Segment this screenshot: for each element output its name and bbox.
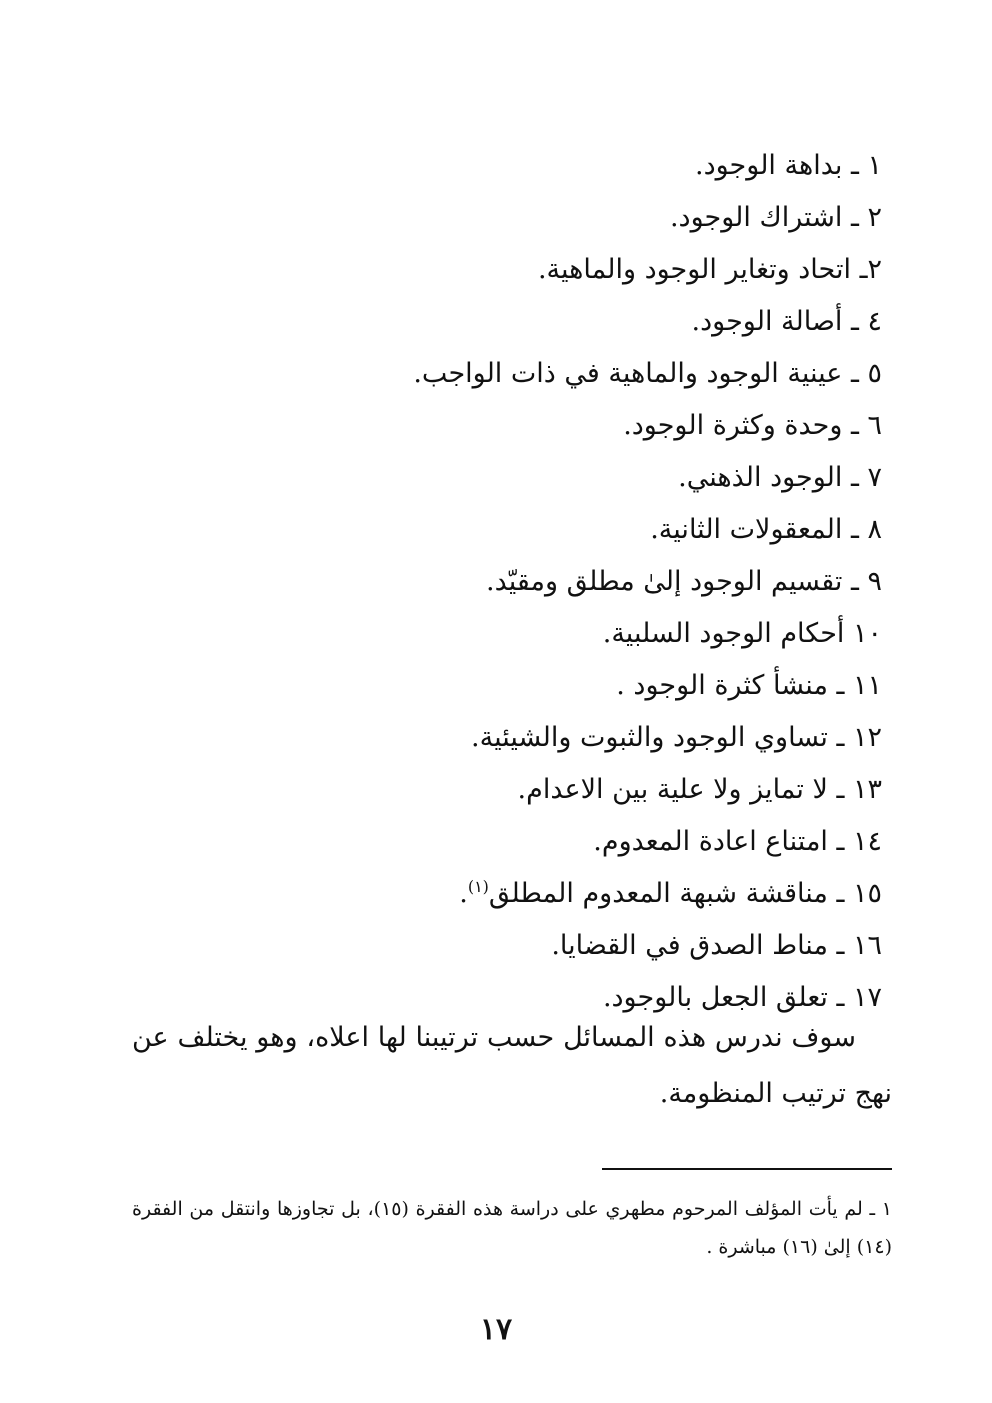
body-paragraph-text: سوف ندرس هذه المسائل حسب ترتيبنا لها اعلاه، وهو يختلف عن نهج ترتيب المنظومة. [132, 1022, 892, 1109]
footnote-divider [602, 1168, 892, 1170]
list-item-13: ١٣ ـ لا تمايز ولا علية بين الاعدام. [517, 774, 882, 805]
list-item-6: ٦ ـ وحدة وكثرة الوجود. [623, 410, 882, 441]
list-item-10: ١٠ أحكام الوجود السلبية. [602, 618, 882, 649]
list-item-16: ١٦ ـ مناط الصدق في القضايا. [551, 930, 882, 961]
list-item-15-end: . [459, 878, 468, 909]
list-item-1: ١ ـ بداهة الوجود. [695, 150, 882, 181]
topics-list [122, 140, 882, 1024]
page-number: ١٧ [479, 1312, 513, 1347]
footnote-reference: (١) [467, 877, 489, 896]
list-item-2: ٢ ـ اشتراك الوجود. [669, 202, 882, 233]
list-item-7: ٧ ـ الوجود الذهني. [678, 462, 882, 493]
list-item-9: ٩ ـ تقسيم الوجود إلىٰ مطلق ومقيّد. [486, 566, 882, 597]
list-item-3: ٢ـ اتحاد وتغاير الوجود والماهية. [537, 254, 882, 285]
list-item-14: ١٤ ـ امتناع اعادة المعدوم. [593, 826, 882, 857]
list-item-8: ٨ ـ المعقولات الثانية. [650, 514, 882, 545]
list-item-12: ١٢ ـ تساوي الوجود والثبوت والشيئية. [471, 722, 882, 753]
body-paragraph [132, 1010, 892, 1122]
list-item-5: ٥ ـ عينية الوجود والماهية في ذات الواجب. [413, 358, 882, 389]
list-item-11: ١١ ـ منشأ كثرة الوجود . [616, 670, 882, 701]
list-item-4: ٤ ـ أصالة الوجود. [691, 306, 882, 337]
list-item-17: ١٧ ـ تعلق الجعل بالوجود. [602, 982, 882, 1013]
list-item-15 [122, 868, 882, 920]
footnote-text: ١ ـ لم يأت المؤلف المرحوم مطهري على دراسة هذه الفقرة (١٥)، بل تجاوزها وانتقل من الفقرة (١٤) إلىٰ (١٦) مباشرة . [132, 1198, 892, 1258]
list-item-15-text: ١٥ ـ مناقشة شبهة المعدوم المطلق [488, 878, 882, 909]
